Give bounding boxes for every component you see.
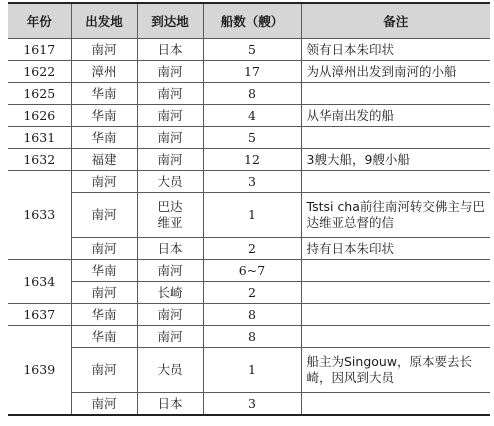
year-cell: 1617 — [8, 39, 71, 61]
note-cell — [301, 393, 490, 416]
table-row — [8, 304, 490, 326]
ships-cell: 6~7 — [203, 260, 301, 282]
table-row — [8, 238, 490, 260]
from-cell: 华南 — [71, 83, 137, 105]
table-row — [8, 260, 490, 282]
table-row — [8, 326, 490, 348]
from-cell: 漳州 — [71, 61, 137, 83]
year-cell: 1625 — [8, 83, 71, 105]
from-cell: 南河 — [71, 348, 137, 393]
table-container — [8, 2, 490, 416]
year-cell: 1632 — [8, 149, 71, 171]
from-cell: 南河 — [71, 393, 137, 416]
year-cell: 1639 — [8, 326, 71, 416]
note-cell — [301, 304, 490, 326]
ships-cell: 1 — [203, 193, 301, 238]
year-cell: 1626 — [8, 105, 71, 127]
table-row — [8, 61, 490, 83]
from-cell: 华南 — [71, 326, 137, 348]
table-row — [8, 282, 490, 304]
ships-cell: 17 — [203, 61, 301, 83]
header-year: 年份 — [8, 3, 71, 39]
table-row — [8, 39, 490, 61]
ships-cell: 2 — [203, 282, 301, 304]
table-row — [8, 193, 490, 238]
note-cell — [301, 83, 490, 105]
table-row — [8, 127, 490, 149]
ships-cell: 12 — [203, 149, 301, 171]
table-row — [8, 393, 490, 416]
to-cell: 南河 — [137, 260, 203, 282]
ships-cell: 8 — [203, 304, 301, 326]
year-cell: 1631 — [8, 127, 71, 149]
to-cell: 南河 — [137, 304, 203, 326]
ships-cell: 2 — [203, 238, 301, 260]
from-cell: 华南 — [71, 127, 137, 149]
ships-cell: 4 — [203, 105, 301, 127]
to-cell: 大员 — [137, 348, 203, 393]
to-cell: 巴达维亚 — [137, 193, 203, 238]
ships-cell: 1 — [203, 348, 301, 393]
from-cell: 南河 — [71, 39, 137, 61]
ships-cell: 8 — [203, 83, 301, 105]
to-cell: 南河 — [137, 149, 203, 171]
to-cell: 长崎 — [137, 282, 203, 304]
voyage-table — [8, 2, 490, 416]
note-cell: 为从漳州出发到南河的小船 — [301, 61, 490, 83]
header-ships: 船数（艘） — [203, 3, 301, 39]
to-cell: 南河 — [137, 61, 203, 83]
to-cell: 日本 — [137, 393, 203, 416]
from-cell: 华南 — [71, 260, 137, 282]
note-cell: Tstsi cha前往南河转交佛主与巴达维亚总督的信 — [301, 193, 490, 238]
to-cell: 南河 — [137, 105, 203, 127]
from-cell: 南河 — [71, 238, 137, 260]
to-cell: 日本 — [137, 238, 203, 260]
header-from: 出发地 — [71, 3, 137, 39]
table-row — [8, 83, 490, 105]
table-row — [8, 348, 490, 393]
from-cell: 福建 — [71, 149, 137, 171]
from-cell: 南河 — [71, 282, 137, 304]
ships-cell: 5 — [203, 127, 301, 149]
year-cell: 1634 — [8, 260, 71, 304]
header-note: 备注 — [301, 3, 490, 39]
to-cell: 南河 — [137, 83, 203, 105]
to-cell: 南河 — [137, 326, 203, 348]
header-to: 到达地 — [137, 3, 203, 39]
from-cell: 华南 — [71, 105, 137, 127]
from-cell: 华南 — [71, 304, 137, 326]
note-cell: 从华南出发的船 — [301, 105, 490, 127]
note-cell — [301, 171, 490, 193]
ships-cell: 3 — [203, 171, 301, 193]
from-cell: 南河 — [71, 171, 137, 193]
note-cell — [301, 326, 490, 348]
note-cell — [301, 127, 490, 149]
table-row — [8, 171, 490, 193]
note-cell — [301, 260, 490, 282]
ships-cell: 8 — [203, 326, 301, 348]
year-cell: 1622 — [8, 61, 71, 83]
table-row — [8, 149, 490, 171]
year-cell: 1633 — [8, 171, 71, 260]
to-cell: 日本 — [137, 39, 203, 61]
from-cell: 南河 — [71, 193, 137, 238]
note-cell: 船主为Singouw，原本要去长崎，因风到大员 — [301, 348, 490, 393]
note-cell — [301, 282, 490, 304]
ships-cell: 3 — [203, 393, 301, 416]
year-cell: 1637 — [8, 304, 71, 326]
to-cell: 大员 — [137, 171, 203, 193]
header-row — [8, 3, 490, 39]
note-cell: 3艘大船，9艘小船 — [301, 149, 490, 171]
note-cell: 领有日本朱印状 — [301, 39, 490, 61]
to-cell: 南河 — [137, 127, 203, 149]
note-cell: 持有日本朱印状 — [301, 238, 490, 260]
table-row — [8, 105, 490, 127]
ships-cell: 5 — [203, 39, 301, 61]
